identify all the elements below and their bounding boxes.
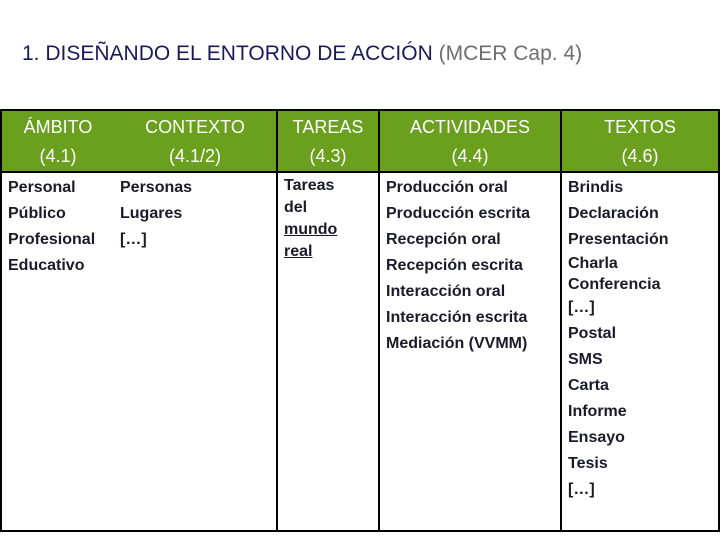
list-item: […] (568, 481, 595, 498)
header-actividades-title: ACTIVIDADES (409, 117, 531, 137)
tareas-line: real (284, 243, 313, 260)
table-header (2, 111, 718, 173)
list-item: Mediación (VVMM) (386, 335, 528, 352)
title-sub: (MCER Cap. 4) (438, 42, 583, 65)
list-item: Educativo (8, 257, 85, 274)
list-item: […] (568, 299, 595, 316)
action-environment-table (0, 109, 720, 532)
slide-title (22, 42, 582, 66)
list-item: Brindis (568, 179, 624, 196)
list-item: Lugares (120, 205, 183, 222)
list-item: […] (120, 231, 147, 248)
tareas-line: del (284, 199, 308, 216)
list-item: Declaración (568, 205, 659, 222)
header-textos (562, 111, 718, 171)
list-item: Recepción oral (386, 231, 501, 248)
header-textos-title: TEXTOS (604, 117, 676, 137)
list-item: Postal (568, 325, 617, 342)
list-item: Interacción escrita (386, 309, 528, 326)
list-item: SMS (568, 351, 603, 368)
list-item: Interacción oral (386, 283, 506, 300)
column-divider (276, 111, 278, 530)
tareas-text (284, 175, 337, 263)
header-actividades (380, 111, 560, 171)
header-ambito (2, 111, 114, 171)
tareas-line: Tareas (284, 177, 335, 194)
title-main: 1. DISEÑANDO EL ENTORNO DE ACCIÓN (22, 42, 433, 65)
list-item: Informe (568, 403, 627, 420)
list-item: Carta (568, 377, 609, 394)
list-item: Charla (568, 255, 618, 272)
tareas-line: mundo (284, 221, 338, 238)
list-item: Recepción escrita (386, 257, 523, 274)
contexto-list (120, 175, 192, 253)
list-item: Producción oral (386, 179, 508, 196)
list-item: Personas (120, 179, 193, 196)
list-item: Tesis (568, 455, 608, 472)
actividades-list (386, 175, 530, 357)
textos-list (568, 175, 668, 503)
header-tareas (278, 111, 378, 171)
list-item: Producción escrita (386, 205, 531, 222)
column-divider (560, 111, 562, 530)
header-tareas-title: TAREAS (292, 117, 364, 137)
header-ambito-ref: (4.1) (39, 146, 77, 166)
list-item: Profesional (8, 231, 96, 248)
list-item: Público (8, 205, 66, 222)
header-ambito-title: ÁMBITO (23, 117, 93, 137)
header-tareas-ref: (4.3) (309, 146, 347, 166)
header-contexto-title: CONTEXTO (145, 117, 245, 137)
list-item: Ensayo (568, 429, 625, 446)
list-item: Conferencia (568, 276, 661, 293)
header-actividades-ref: (4.4) (451, 146, 489, 166)
header-contexto (114, 111, 276, 171)
header-contexto-ref: (4.1/2) (168, 146, 222, 166)
ambito-list (8, 175, 95, 279)
header-textos-ref: (4.6) (621, 146, 659, 166)
list-item: Presentación (568, 231, 669, 248)
list-item: Personal (8, 179, 76, 196)
column-divider (378, 111, 380, 530)
